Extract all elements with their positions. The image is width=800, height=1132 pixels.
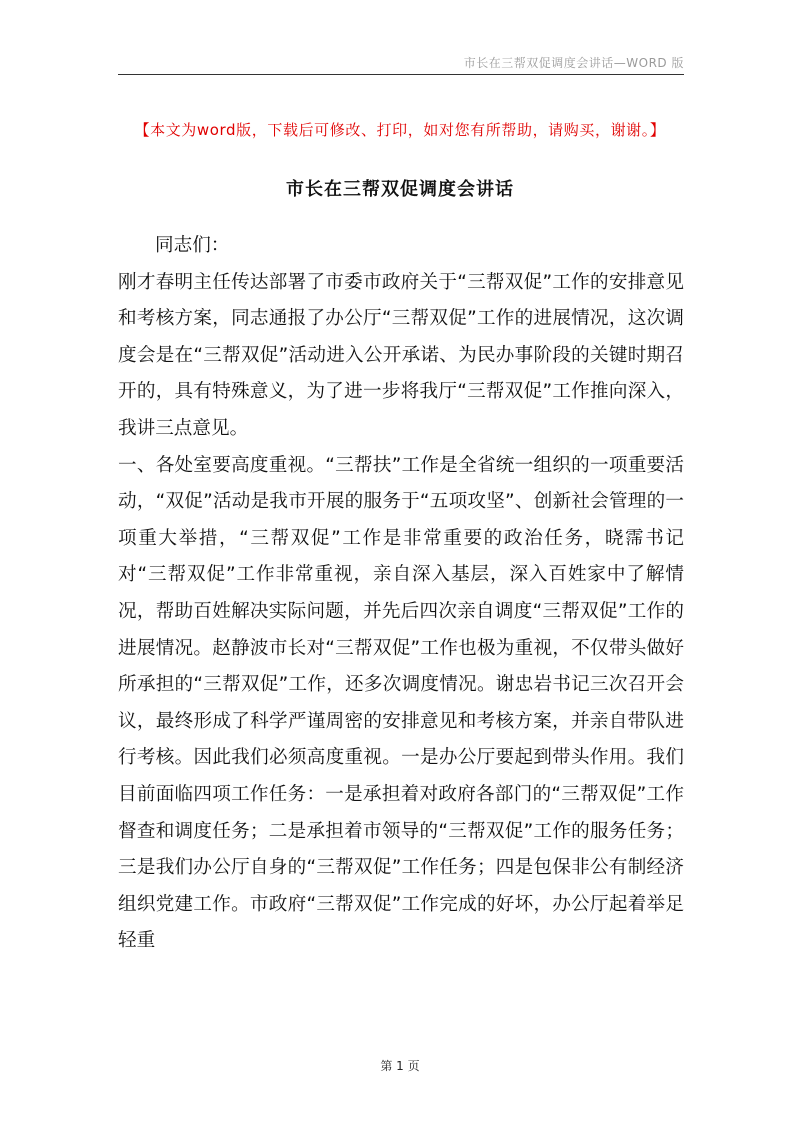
document-title: 市长在三帮双促调度会讲话: [286, 179, 514, 200]
header-divider: [118, 74, 684, 75]
document-body: [118, 228, 684, 960]
running-header: 市长在三帮双促调度会讲话—WORD 版: [463, 56, 684, 70]
paragraph-point-one: 一、各处室要高度重视。“三帮扶”工作是全省统一组织的一项重要活动，“双促”活动是我市开展的服务于“五项攻坚”、创新社会管理的一项重大举措，“三帮双促”工作是非常重要的政治任务，晓霈书记对“三帮双促”工作非常重视，亲自深入基层，深入百姓家中了解情况，帮助百姓解决实际问题，并先后四次亲自调度“三帮双促”工作的进展情况。赵静波市长对“三帮双促”工作也极为重视，不仅带头做好所承担的“三帮双促”工作，还多次调度情况。谢忠岩书记三次召开会议，最终形成了科学严谨周密的安排意见和考核方案，并亲自带队进行考核。因此我们必须高度重视。一是办公厅要起到带头作用。我们目前面临四项工作任务：一是承担着对政府各部门的“三帮双促”工作督查和调度任务；二是承担着市领导的“三帮双促”工作的服务任务；三是我们办公厅自身的“三帮双促”工作任务；四是包保非公有制经济组织党建工作。市政府“三帮双促”工作完成的好坏，办公厅起着举足轻重: [118, 454, 684, 952]
page-number: 第 1 页: [380, 1059, 420, 1073]
purchase-notice: 【本文为word版，下载后可修改、打印，如对您有所帮助，请购买，谢谢。】: [134, 121, 666, 139]
greeting: 同志们：: [155, 235, 230, 256]
paragraph-intro: 刚才春明主任传达部署了市委市政府关于“三帮双促”工作的安排意见和考核方案，同志通报了办公厅“三帮双促”工作的进展情况，这次调度会是在“三帮双促”活动进入公开承诺、为民办事阶段的关键时期召开的，具有特殊意义，为了进一步将我厅“三帮双促”工作推向深入，我讲三点意见。: [118, 271, 684, 439]
